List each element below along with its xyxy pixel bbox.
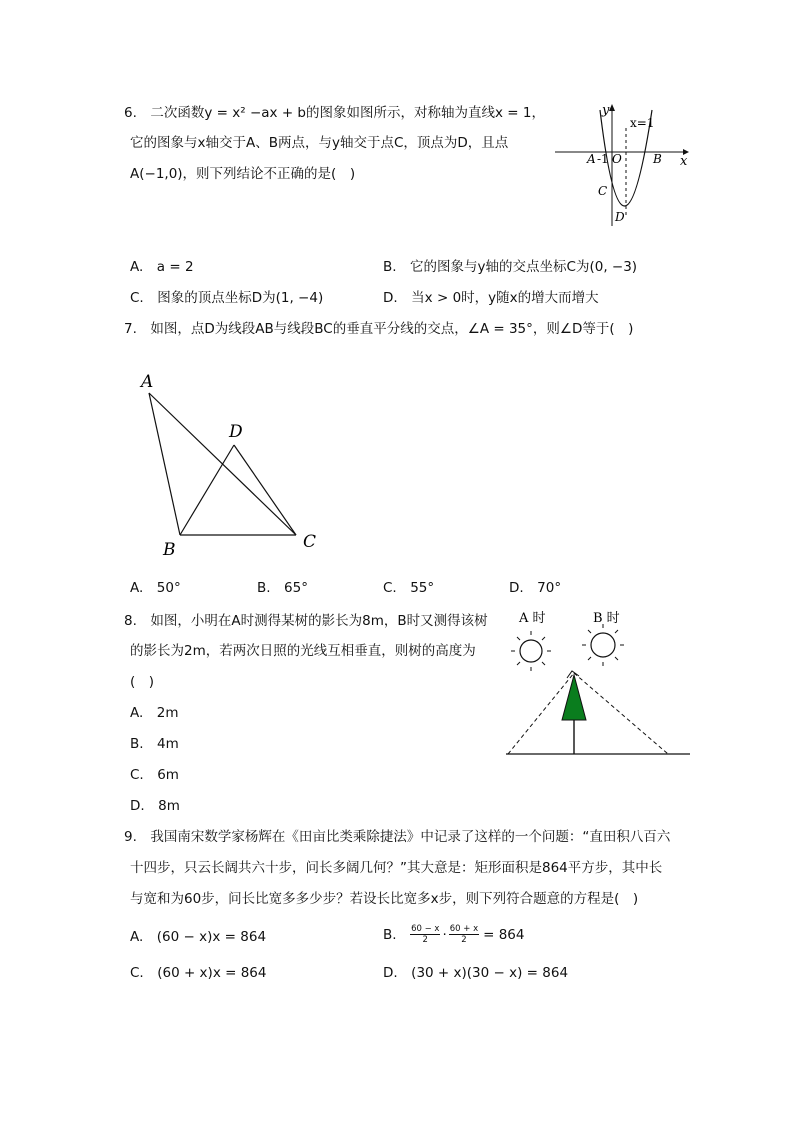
q9-option-c[interactable]: C. (60 + x)x = 864 <box>130 965 267 981</box>
q7-stem: 7. 如图，点D为线段AB与线段BC的垂直平分线的交点，∠A = 35°，则∠D等于( ) <box>124 321 634 337</box>
q8-stem-line-3: ( ) <box>130 674 155 690</box>
fraction-1-denominator: 2 <box>422 935 428 945</box>
q6-option-c[interactable]: C. 图象的顶点坐标D为(1, −4) <box>130 290 324 306</box>
q8-option-d[interactable]: D. 8m <box>130 798 180 814</box>
segment-dc <box>234 445 296 535</box>
tree-icon <box>562 675 586 754</box>
origin-label: O <box>612 152 622 166</box>
fraction-2-numerator: 60 + x <box>449 924 479 934</box>
q6-parabola-figure <box>553 100 693 230</box>
x-axis-label: x <box>680 154 688 169</box>
time-b-label: B 时 <box>593 611 620 626</box>
q7-triangle-figure <box>135 365 330 565</box>
q6-option-a[interactable]: A. a = 2 <box>130 259 194 275</box>
q9-option-b-prefix: B. <box>383 926 411 943</box>
q7-option-b[interactable]: B. 65° <box>257 580 308 596</box>
q7-option-a[interactable]: A. 50° <box>130 580 181 596</box>
q9-option-a[interactable]: A. (60 − x)x = 864 <box>130 929 267 945</box>
symmetry-label: x=1 <box>630 116 655 130</box>
vertex-d-label: D <box>229 422 243 442</box>
q6-stem-line-1: 6. 二次函数y = x² −ax + b的图象如图所示，对称轴为直线x = 1， <box>124 105 545 121</box>
q8-stem-line-1: 8. 如图，小明在A时测得某树的影长为8m，B时又测得该树 <box>124 613 488 629</box>
q9-option-b-fraction-1 <box>410 924 440 945</box>
q8-option-c[interactable]: C. 6m <box>130 767 179 783</box>
q9-option-d[interactable]: D. (30 + x)(30 − x) = 864 <box>383 965 569 981</box>
q9-stem-line-1: 9. 我国南宋数学家杨辉在《田亩比类乘除捷法》中记录了这样的一个问题：“直田积八百六 <box>124 829 671 845</box>
q8-option-b[interactable]: B. 4m <box>130 736 179 752</box>
vertex-b-label: B <box>163 540 176 560</box>
sun-a-icon <box>511 631 551 671</box>
q9-option-b-fraction-2 <box>449 924 479 945</box>
q7-option-d[interactable]: D. 70° <box>509 580 562 596</box>
sun-b-icon <box>582 624 624 666</box>
fraction-2-denominator: 2 <box>461 935 467 945</box>
y-axis-arrow <box>609 104 615 111</box>
y-axis-label: y <box>602 103 610 118</box>
multiply-dot: · <box>442 926 447 943</box>
q9-stem-line-3: 与宽和为60步，问长比宽多多少步？若设长比宽多x步，则下列符合题意的方程是( ) <box>130 891 639 907</box>
point-d-label: D <box>615 210 625 224</box>
q8-stem-line-2: 的影长为2m，若两次日照的光线互相垂直，则树的高度为 <box>130 643 476 659</box>
point-b-label: B <box>653 152 662 166</box>
q6-option-d[interactable]: D. 当x > 0时，y随x的增大而增大 <box>383 290 599 306</box>
vertex-c-label: C <box>303 532 317 552</box>
segment-bd <box>180 445 234 535</box>
point-c-label: C <box>598 184 608 198</box>
neg-one-label: -1 <box>597 152 609 166</box>
ray-b <box>574 673 668 754</box>
segment-ab <box>149 393 180 535</box>
time-a-label: A 时 <box>519 611 546 626</box>
fraction-1-numerator: 60 − x <box>411 924 440 934</box>
q9-option-b-rhs: = 864 <box>483 926 525 943</box>
point-a-label: A <box>587 152 596 166</box>
q6-stem-line-2: 它的图象与x轴交于A、B两点，与y轴交于点C，顶点为D，且点 <box>130 135 509 151</box>
q9-option-b[interactable] <box>383 924 524 945</box>
q6-stem-line-3: A(−1,0)，则下列结论不正确的是( ) <box>130 166 356 182</box>
vertex-a-label: A <box>141 372 154 392</box>
q8-tree-shadow-figure <box>500 605 695 760</box>
q8-option-a[interactable]: A. 2m <box>130 705 179 721</box>
q7-option-c[interactable]: C. 55° <box>383 580 435 596</box>
q9-stem-line-2: 十四步，只云长阔共六十步，问长多阔几何？”其大意是：矩形面积是864平方步，其中长 <box>130 860 663 876</box>
q6-option-b[interactable]: B. 它的图象与y轴的交点坐标C为(0, −3) <box>383 259 638 275</box>
